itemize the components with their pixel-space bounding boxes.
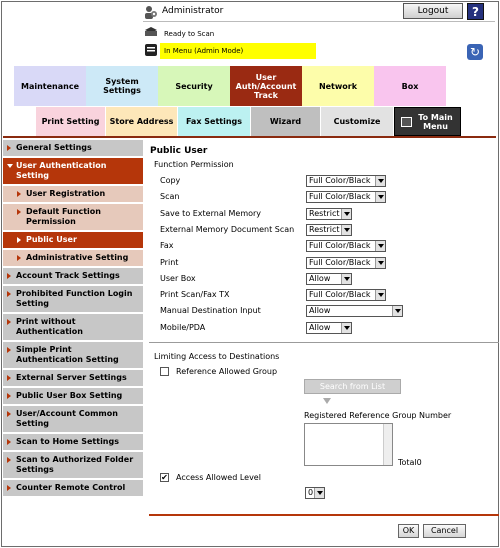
permission-select-mobile-pda[interactable] (306, 322, 352, 334)
arrow-down-icon (323, 398, 331, 404)
sidebar-item-scan-to-home-settings[interactable]: Scan to Home Settings (3, 434, 143, 452)
administrator-icon (144, 5, 158, 19)
permission-value: Full Color/Black (309, 290, 371, 300)
permission-label: External Memory Document Scan (160, 224, 295, 234)
total-count: Total0 (398, 458, 422, 467)
sidebar-subitem-user-registration[interactable]: User Registration (3, 186, 143, 204)
sidebar-item-scan-to-authorized-folder-settings[interactable]: Scan to Authorized Folder Settings (3, 452, 143, 480)
registered-group-label: Registered Reference Group Number (304, 411, 452, 420)
permission-select-external-memory-document-scan[interactable] (306, 224, 352, 236)
ok-button[interactable]: OK (398, 524, 419, 538)
permission-label: Print Scan/Fax TX (160, 290, 230, 300)
permission-select-user-box[interactable] (306, 273, 352, 285)
function-permission-label: Function Permission (154, 160, 234, 169)
permission-select-print-scan-fax-tx[interactable] (306, 289, 386, 301)
reference-group-label: Reference Allowed Group (176, 367, 278, 376)
permission-value: Restrict (309, 224, 340, 234)
permission-label: Manual Destination Input (160, 306, 261, 316)
sidebar-item-public-user-box-setting[interactable]: Public User Box Setting (3, 388, 143, 406)
permission-value: Full Color/Black (309, 241, 371, 251)
sub-tabs (36, 107, 461, 136)
permission-select-manual-destination-input[interactable] (306, 305, 403, 317)
permission-label: Copy (160, 176, 181, 185)
access-level-label: Access Allowed Level (176, 473, 261, 482)
search-from-list-button[interactable]: Search from List (304, 379, 401, 394)
permission-value: Full Color/Black (309, 192, 371, 202)
subtab-fax-settings[interactable]: Fax Settings (178, 107, 251, 136)
permission-select-save-to-external-memory[interactable] (306, 208, 352, 220)
sidebar-subitem-default-function-permission[interactable]: Default Function Permission (3, 204, 143, 232)
sidebar-subitem-public-user[interactable]: Public User (3, 232, 143, 250)
scanner-icon (144, 27, 158, 37)
to-main-menu-label: To Main Menu (418, 112, 453, 131)
tabs-rule (3, 136, 496, 138)
menu-mode-bar: In Menu (Admin Mode) (160, 43, 316, 59)
permission-label: User Box (160, 273, 196, 283)
permission-value: Full Color/Black (309, 257, 371, 267)
permission-label: Fax (160, 241, 174, 251)
refresh-icon[interactable]: ↻ (467, 44, 483, 60)
category-tabs (14, 66, 446, 106)
tab-system-settings[interactable]: System Settings (86, 66, 158, 106)
main-menu-icon (401, 117, 412, 127)
menu-mode-icon (145, 44, 157, 56)
permission-value: Allow (309, 322, 331, 332)
sidebar-item-prohibited-function-login-setting[interactable]: Prohibited Function Login Setting (3, 286, 143, 314)
permission-value: Full Color/Black (309, 176, 371, 185)
access-level-checkbox[interactable]: ✔ (161, 473, 168, 482)
permission-select-fax[interactable] (306, 240, 386, 252)
permission-label: Save to External Memory (160, 208, 262, 218)
tab-maintenance[interactable]: Maintenance (14, 66, 86, 106)
subtab-store-address[interactable]: Store Address (106, 107, 178, 136)
permission-select-print[interactable] (306, 257, 386, 269)
access-level-select[interactable] (305, 487, 325, 499)
sidebar-item-counter-remote-control[interactable]: Counter Remote Control (3, 480, 143, 498)
access-level-value: 0 (308, 488, 314, 497)
registered-group-listbox[interactable] (304, 423, 393, 466)
footer-rule (149, 514, 499, 516)
permission-value: Allow (309, 306, 331, 316)
admin-name: Administrator (162, 6, 224, 16)
tab-box[interactable]: Box (374, 66, 446, 106)
sidebar-item-user-authentication-setting[interactable]: User Authentication Setting (3, 158, 143, 186)
sidebar-item-external-server-settings[interactable]: External Server Settings (3, 370, 143, 388)
help-button[interactable]: ? (467, 3, 484, 20)
sidebar-item-simple-print-authentication-setting[interactable]: Simple Print Authentication Setting (3, 342, 143, 370)
sidebar (3, 140, 143, 498)
sidebar-item-account-track-settings[interactable]: Account Track Settings (3, 268, 143, 286)
cancel-button[interactable]: Cancel (423, 524, 466, 538)
logout-button[interactable]: Logout (403, 3, 463, 19)
limiting-access-label: Limiting Access to Destinations (154, 352, 280, 361)
header-divider (143, 21, 495, 22)
reference-group-checkbox[interactable] (160, 367, 169, 376)
sidebar-item-user-account-common-setting[interactable]: User/Account Common Setting (3, 406, 143, 434)
tab-network[interactable]: Network (302, 66, 374, 106)
permission-select-scan[interactable] (306, 191, 386, 203)
tab-user-auth-account-track[interactable]: User Auth/Account Track (230, 66, 302, 106)
permission-label: Print (160, 257, 179, 267)
permission-label: Mobile/PDA (160, 322, 206, 332)
permission-value: Restrict (309, 208, 340, 218)
permission-select-copy[interactable] (306, 175, 386, 187)
subtab-customize[interactable]: Customize (321, 107, 394, 136)
permission-value: Allow (309, 273, 331, 283)
permission-label: Scan (160, 192, 180, 202)
section-divider (149, 342, 499, 343)
subtab-wizard[interactable]: Wizard (251, 107, 321, 136)
sidebar-subitem-administrative-setting[interactable]: Administrative Setting (3, 250, 143, 268)
subtab-to-main-menu[interactable] (394, 107, 461, 136)
sidebar-item-general-settings[interactable]: General Settings (3, 140, 143, 158)
page-title: Public User (150, 146, 208, 156)
subtab-print-setting[interactable]: Print Setting (36, 107, 106, 136)
status-text: Ready to Scan (164, 30, 215, 38)
sidebar-item-print-without-authentication[interactable]: Print without Authentication (3, 314, 143, 342)
tab-security[interactable]: Security (158, 66, 230, 106)
